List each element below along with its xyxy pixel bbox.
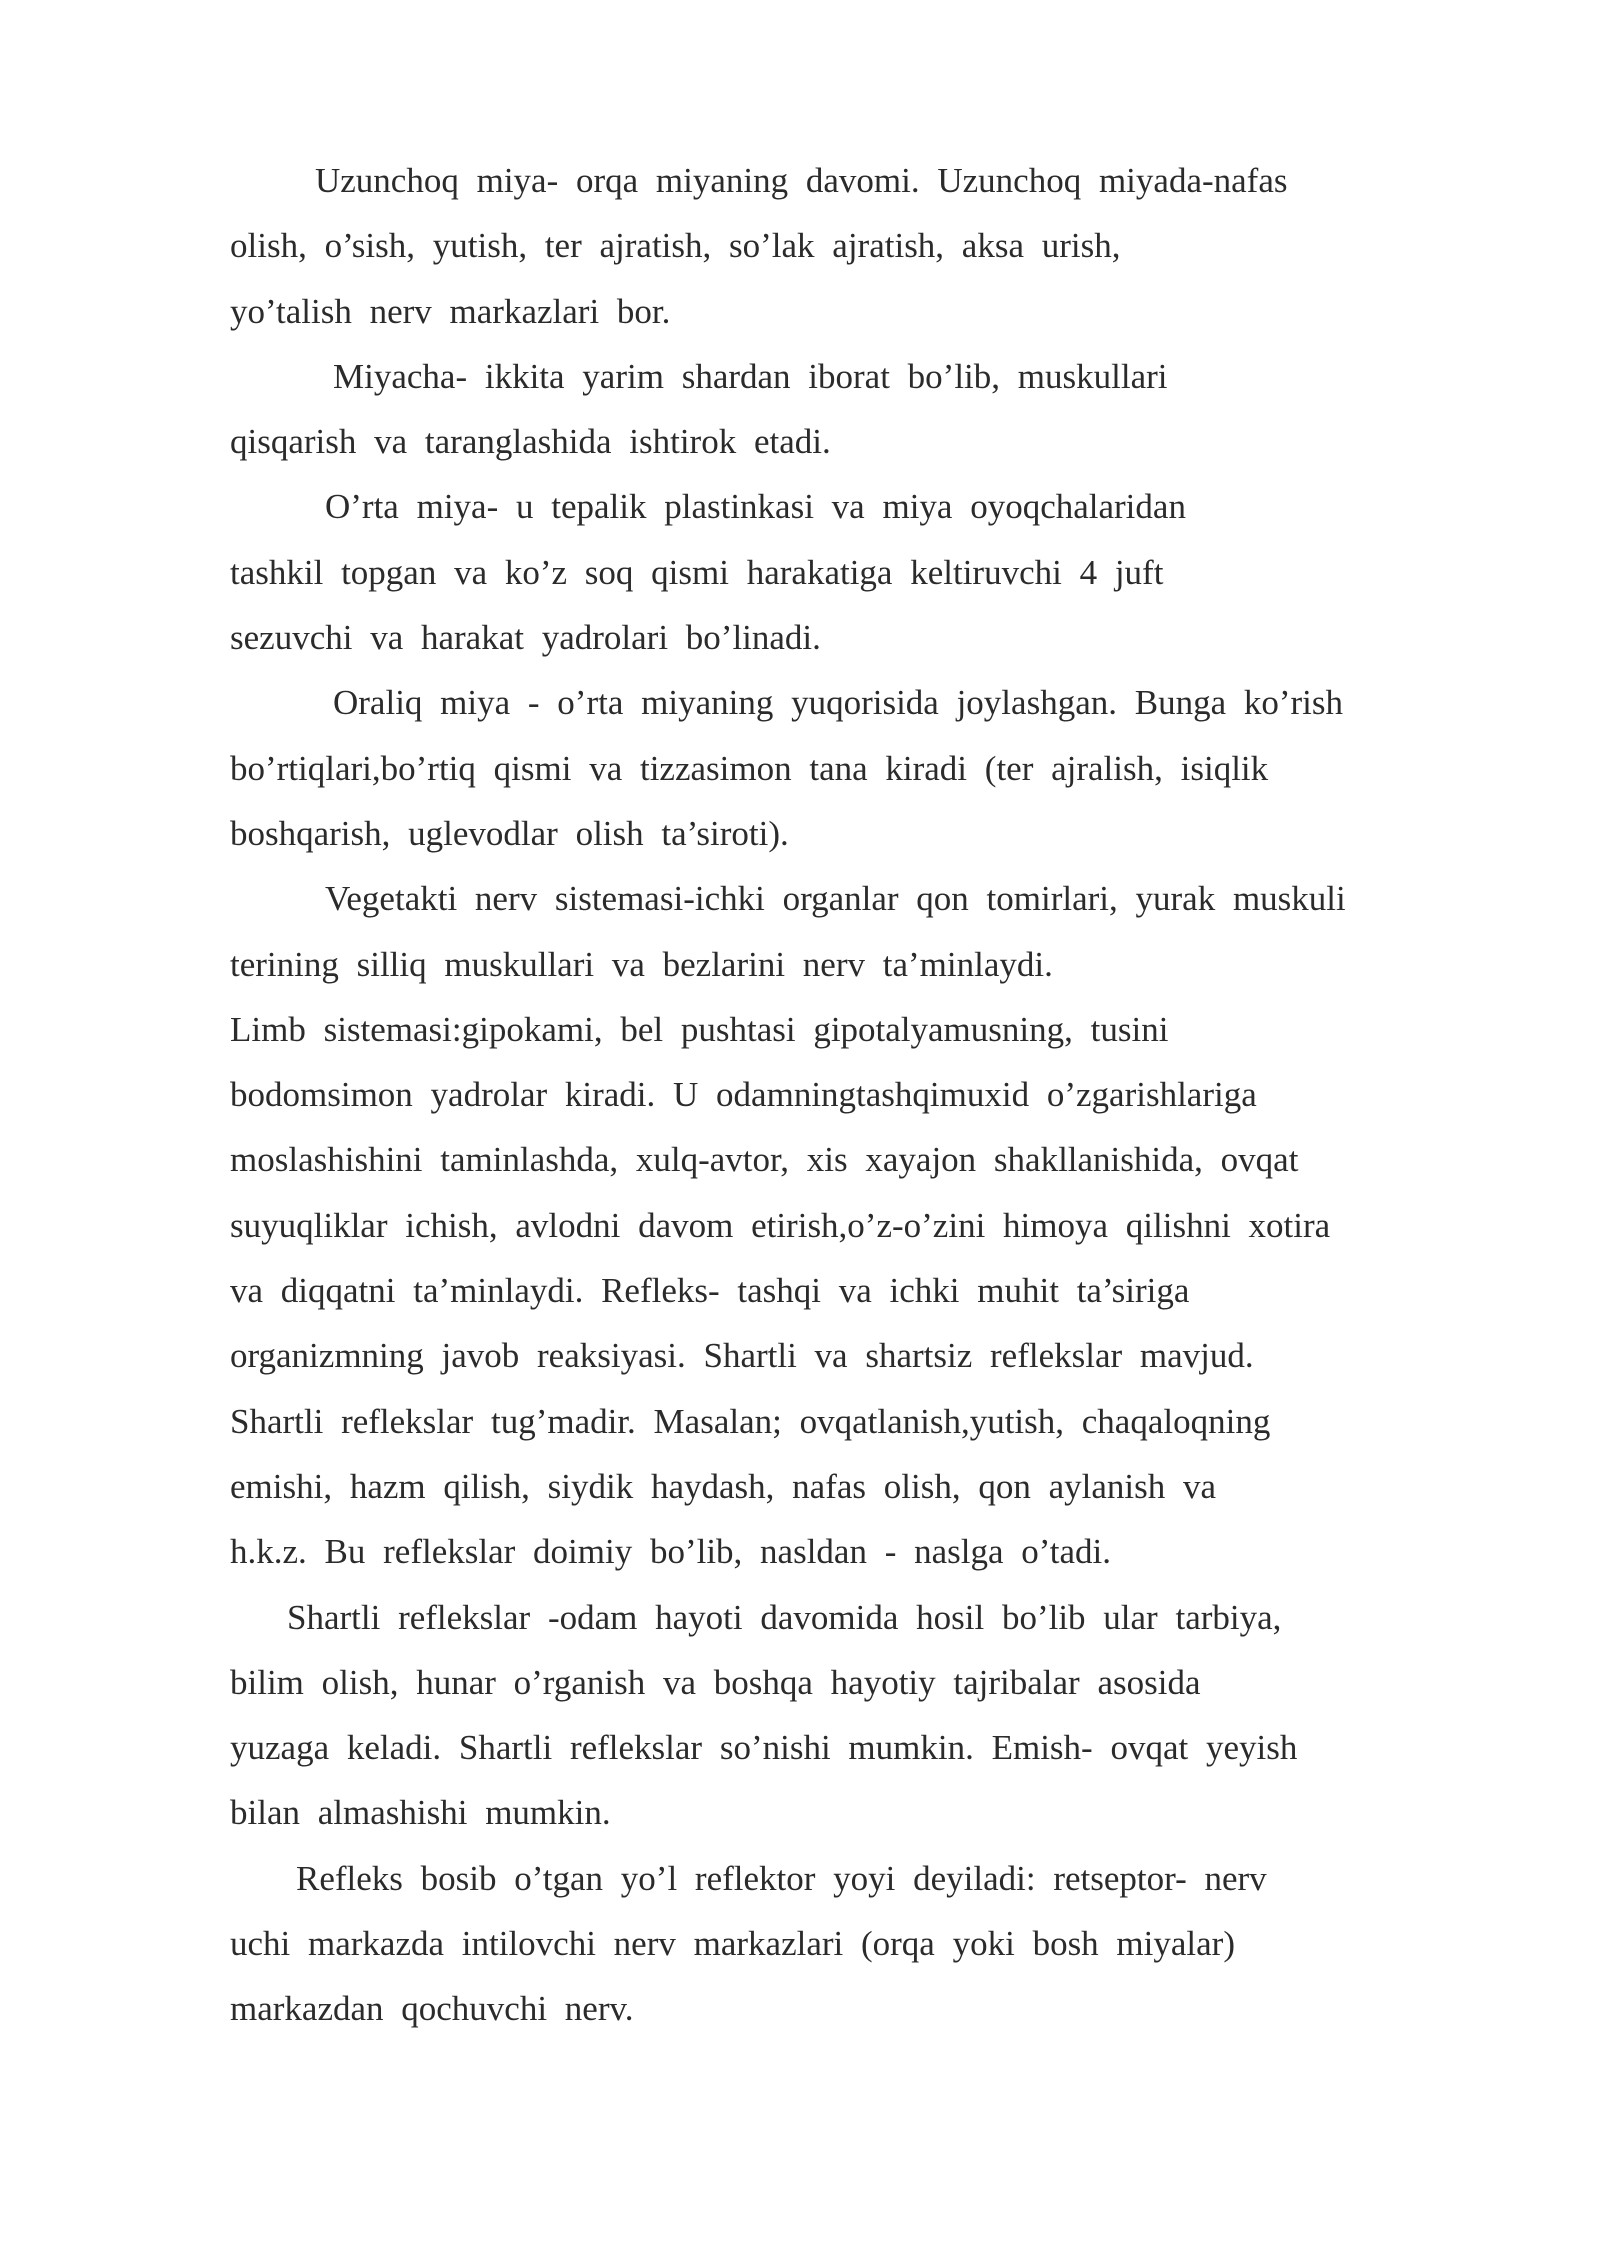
text-line: Shartli reflekslar -odam hayoti davomida hosil bo’lib ular tarbiya, (287, 1597, 1282, 1637)
text-line: Limb sistemasi:gipokami, bel pushtasi gipotalyamusning, tusini (230, 1009, 1169, 1049)
text-line: bilim olish, hunar o’rganish va boshqa hayotiy tajribalar asosida (230, 1662, 1201, 1702)
text-line: terining silliq muskullari va bezlarini nerv ta’minlaydi. (230, 944, 1053, 984)
text-line: uchi markazda intilovchi nerv markazlari (orqa yoki bosh miyalar) (230, 1924, 1235, 1964)
text-line: Miyacha- ikkita yarim shardan iborat bo’lib, muskullari (333, 356, 1168, 396)
text-line: Vegetakti nerv sistemasi-ichki organlar qon tomirlari, yurak muskuli (325, 879, 1346, 919)
text-line: markazdan qochuvchi nerv. (230, 1989, 634, 2029)
text-line: va diqqatni ta’minlaydi. Refleks- tashqi va ichki muhit ta’siriga (230, 1271, 1190, 1311)
text-line: bodomsimon yadrolar kiradi. U odamningtashqimuxid o’zgarishlariga (230, 1075, 1257, 1115)
text-line: bilan almashishi mumkin. (230, 1793, 611, 1833)
text-line: qisqarish va taranglashida ishtirok etadi. (230, 422, 831, 462)
text-line: Shartli reflekslar tug’madir. Masalan; ovqatlanish,yutish, chaqaloqning (230, 1401, 1271, 1441)
text-line: sezuvchi va harakat yadrolari bo’linadi. (230, 618, 821, 658)
text-line: organizmning javob reaksiyasi. Shartli va shartsiz reflekslar mavjud. (230, 1336, 1254, 1376)
text-line: olish, o’sish, yutish, ter ajratish, so’lak ajratish, aksa urish, (230, 226, 1121, 266)
text-line: yuzaga keladi. Shartli reflekslar so’nishi mumkin. Emish- ovqat yeyish (230, 1728, 1298, 1768)
text-line: O’rta miya- u tepalik plastinkasi va miya oyoqchalaridan (325, 487, 1186, 527)
text-line: yo’talish nerv markazlari bor. (230, 291, 671, 331)
text-line: h.k.z. Bu reflekslar doimiy bo’lib, nasldan - naslga o’tadi. (230, 1532, 1112, 1572)
text-line: emishi, hazm qilish, siydik haydash, nafas olish, qon aylanish va (230, 1466, 1217, 1506)
body-text (230, 148, 1492, 2042)
text-line: Refleks bosib o’tgan yo’l reflektor yoyi deyiladi: retseptor- nerv (296, 1858, 1267, 1898)
text-line: suyuqliklar ichish, avlodni davom etirish,o’z-o’zini himoya qilishni xotira (230, 1205, 1331, 1245)
text-line: Oraliq miya - o’rta miyaning yuqorisida joylashgan. Bunga ko’rish (333, 683, 1344, 723)
text-line: Uzunchoq miya- orqa miyaning davomi. Uzunchoq miyada-nafas (315, 161, 1288, 200)
text-line: moslashishini taminlashda, xulq-avtor, xis xayajon shakllanishida, ovqat (230, 1140, 1299, 1180)
text-line: tashkil topgan va ko’z soq qismi harakatiga keltiruvchi 4 juft (230, 552, 1164, 592)
text-line: boshqarish, uglevodlar olish ta’siroti). (230, 813, 789, 853)
text-line: bo’rtiqlari,bo’rtiq qismi va tizzasimon tana kiradi (ter ajralish, isiqlik (230, 748, 1269, 788)
